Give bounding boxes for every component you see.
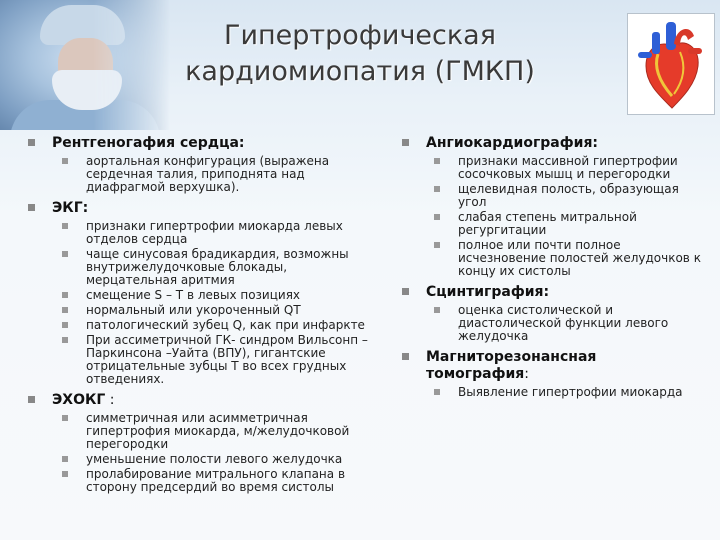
- list-item-text: Выявление гипертрофии миокарда: [458, 385, 683, 399]
- heart-anatomy-icon: [628, 14, 714, 114]
- square-bullet-icon: [62, 415, 68, 421]
- section-heading-suffix: :: [524, 366, 529, 382]
- list-item: [28, 468, 373, 494]
- left-column: [28, 135, 373, 500]
- list-item: [28, 412, 373, 451]
- right-column: [402, 135, 702, 405]
- list-item-text: полное или почти полное исчезновение полостей желудочков к концу их систолы: [458, 238, 701, 278]
- list-item-text: слабая степень митральной регургитации: [458, 210, 637, 237]
- square-bullet-icon: [434, 158, 440, 164]
- right-section-heading: [402, 135, 702, 152]
- list-item: [402, 183, 702, 209]
- square-bullet-icon: [434, 242, 440, 248]
- square-bullet-icon: [434, 214, 440, 220]
- list-item: [28, 453, 373, 466]
- square-bullet-icon: [402, 288, 409, 295]
- list-item: [402, 386, 702, 399]
- list-item: [28, 155, 373, 194]
- square-bullet-icon: [62, 223, 68, 229]
- page-title: [170, 18, 550, 90]
- left-section-heading: [28, 200, 373, 217]
- list-item: [28, 289, 373, 302]
- section-heading-suffix: :: [105, 392, 115, 408]
- section-heading-text: Магниторезонансная томография: [426, 349, 597, 382]
- right-section-heading: [402, 284, 702, 301]
- surgeon-photo: [0, 0, 170, 130]
- list-item-text: уменьшение полости левого желудочка: [86, 452, 343, 466]
- square-bullet-icon: [62, 251, 68, 257]
- title-line-2: кардиомиопатия (ГМКП): [185, 56, 535, 87]
- square-bullet-icon: [402, 139, 409, 146]
- square-bullet-icon: [62, 471, 68, 477]
- square-bullet-icon: [28, 396, 35, 403]
- section-heading-text: Ангиокардиография:: [426, 135, 599, 151]
- left-section-heading: [28, 135, 373, 152]
- list-item: [28, 248, 373, 287]
- square-bullet-icon: [28, 139, 35, 146]
- section-heading-text: Сцинтиграфия:: [426, 284, 550, 300]
- list-item: [402, 304, 702, 343]
- square-bullet-icon: [434, 389, 440, 395]
- left-section-list: [28, 412, 373, 494]
- right-section-heading: [402, 349, 702, 383]
- list-item: [28, 319, 373, 332]
- list-item-text: признаки массивной гипертрофии сосочковых мышц и перегородки: [458, 154, 678, 181]
- list-item: [28, 304, 373, 317]
- list-item-text: признаки гипертрофии миокарда левых отделов сердца: [86, 219, 343, 246]
- left-section-heading: [28, 392, 373, 409]
- square-bullet-icon: [434, 307, 440, 313]
- square-bullet-icon: [62, 456, 68, 462]
- list-item-text: патологический зубец Q, как при инфаркте: [86, 318, 365, 332]
- list-item-text: пролабирование митрального клапана в сторону предсердий во время систолы: [86, 467, 346, 494]
- list-item: [402, 211, 702, 237]
- section-heading-text: ЭХОКГ: [52, 392, 106, 408]
- right-section-list: [402, 155, 702, 278]
- list-item: [402, 239, 702, 278]
- square-bullet-icon: [62, 307, 68, 313]
- section-heading-text: ЭКГ:: [52, 200, 89, 216]
- list-item-text: оценка систолической и диастолической функции левого желудочка: [458, 303, 669, 343]
- left-section-list: [28, 155, 373, 194]
- list-item-text: При ассиметричной ГК- синдром Вильсонп – Паркинсона –Уайта (ВПУ), гигантские отрицательные зубцы T во всех грудных отведениях.: [86, 333, 368, 386]
- left-section-list: [28, 220, 373, 386]
- list-item-text: симметричная или асимметричная гипертрофия миокарда, м/желудочковой перегородки: [86, 411, 350, 451]
- square-bullet-icon: [28, 204, 35, 211]
- square-bullet-icon: [434, 186, 440, 192]
- heart-image: [627, 13, 715, 115]
- list-item: [402, 155, 702, 181]
- square-bullet-icon: [402, 353, 409, 360]
- list-item: [28, 220, 373, 246]
- right-section-list: [402, 304, 702, 343]
- list-item: [28, 334, 373, 386]
- list-item-text: щелевидная полость, образующая угол: [458, 182, 679, 209]
- square-bullet-icon: [62, 337, 68, 343]
- right-section-list: [402, 386, 702, 399]
- title-line-1: Гипертрофическая: [224, 20, 496, 51]
- square-bullet-icon: [62, 292, 68, 298]
- section-heading-text: Рентгеногафия сердца:: [52, 135, 245, 151]
- square-bullet-icon: [62, 322, 68, 328]
- list-item-text: чаще синусовая брадикардия, возможны внутрижелудочковые блокады, мерцательная аритмия: [86, 247, 349, 287]
- square-bullet-icon: [62, 158, 68, 164]
- list-item-text: смещение S – T в левых позициях: [86, 288, 301, 302]
- list-item-text: аортальная конфигурация (выражена сердечная талия, приподнята над диафрагмой верхушка).: [86, 154, 330, 194]
- list-item-text: нормальный или укороченный QT: [86, 303, 301, 317]
